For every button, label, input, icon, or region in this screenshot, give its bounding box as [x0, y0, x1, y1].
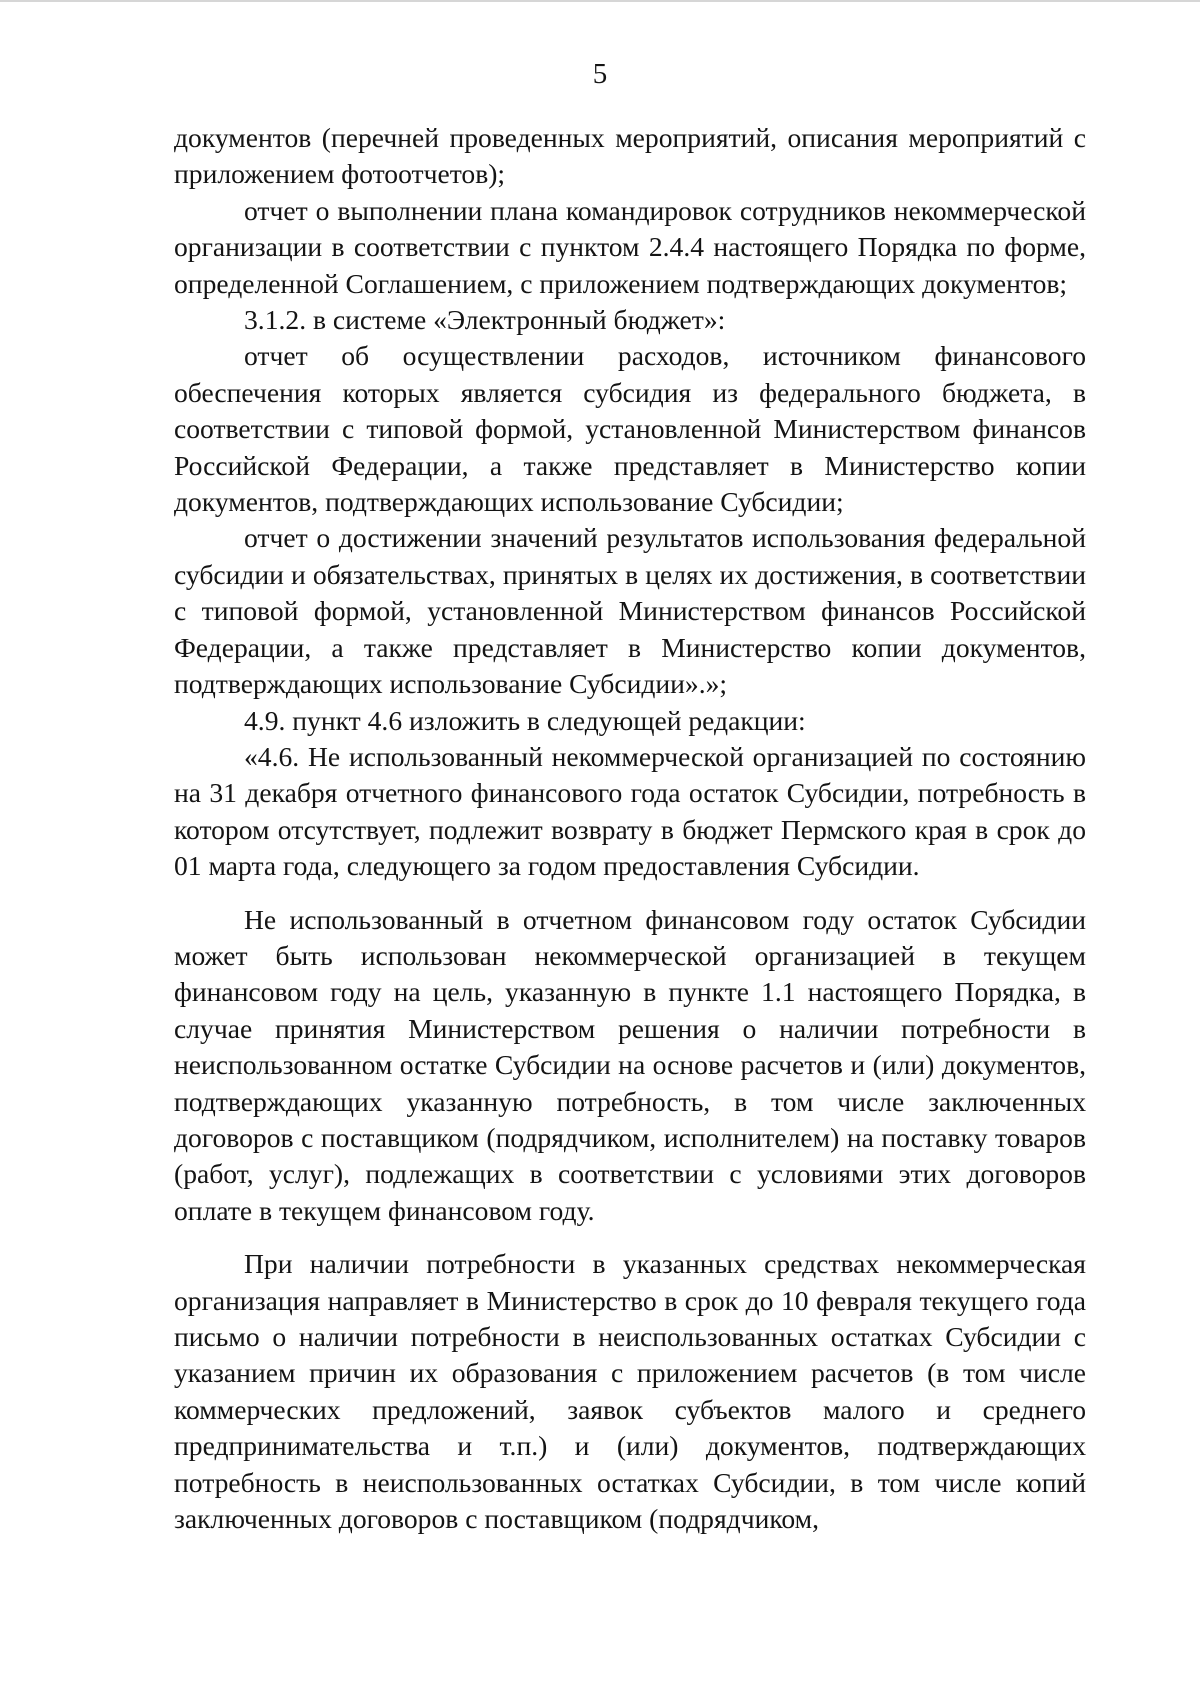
paragraph-results-report: отчет о достижении значений результатов использования федеральной субсидии и обязательствах, принятых в целях их достижения, в соответствии с типовой формой, установленной Министерством финансов Российской Федерации, а также представляет в Министерство копии документов, подтверждающих использование Субсидии».»;: [174, 522, 1086, 700]
paragraph-unused-balance: Не использованный в отчетном финансовом году остаток Субсидии может быть использован некоммерческой организацией в текущем финансовом году на цель, указанную в пункте 1.1 настоящего Порядка, в случае принятия Министерством решения о наличии потребности в неиспользованном остатке Субсидии на основе расчетов и (или) документов, подтверждающих указанную потребность, в том числе заключенных договоров с поставщиком (подрядчиком, исполнителем) на поставку товаров (работ, услуг), подлежащих в соответствии с условиями этих договоров оплате в текущем финансовом году.: [174, 903, 1086, 1226]
paragraph-business-trip-report: отчет о выполнении плана командировок сотрудников некоммерческой организации в соответствии с пунктом 2.4.4 настоящего Порядка по форме, определенной Соглашением, с приложением подтверждающих документов;: [174, 194, 1086, 299]
paragraph-section-3-1-2: 3.1.2. в системе «Электронный бюджет»:: [244, 304, 726, 336]
document-body: [174, 120, 1086, 1537]
paragraph-continuation: документов (перечней проведенных мероприятий, описания мероприятий с приложением фотоотчетов);: [174, 122, 1086, 190]
paragraph-item-4-6: «4.6. Не использованный некоммерческой организацией по состоянию на 31 декабря отчетного финансового года остаток Субсидии, потребность в котором отсутствует, подлежит возврату в бюджет Пермского края в срок до 01 марта года, следующего за годом предоставления Субсидии.: [174, 740, 1086, 882]
paragraph-need-letter: При наличии потребности в указанных средствах некоммерческая организация направляет в Министерство в срок до 10 февраля текущего года письмо о наличии потребности в неиспользованных остатках Субсидии с указанием причин их образования с приложением расчетов (в том числе коммерческих предложений, заявок субъектов малого и среднего предпринимательства и т.п.) и (или) документов, подтверждающих потребность в неиспользованных остатках Субсидии, в том числе копий заключенных договоров с поставщиком (подрядчиком,: [174, 1248, 1086, 1535]
paragraph-item-4-9: 4.9. пункт 4.6 изложить в следующей редакции:: [244, 704, 806, 736]
paragraph-expenses-report: отчет об осуществлении расходов, источником финансового обеспечения которых является субсидия из федерального бюджета, в соответствии с типовой формой, установленной Министерством финансов Российской Федерации, а также представляет в Министерство копии документов, подтверждающих использование Субсидии;: [174, 340, 1086, 518]
scan-top-edge: [0, 0, 1200, 2]
page-number: 5: [592, 58, 608, 90]
